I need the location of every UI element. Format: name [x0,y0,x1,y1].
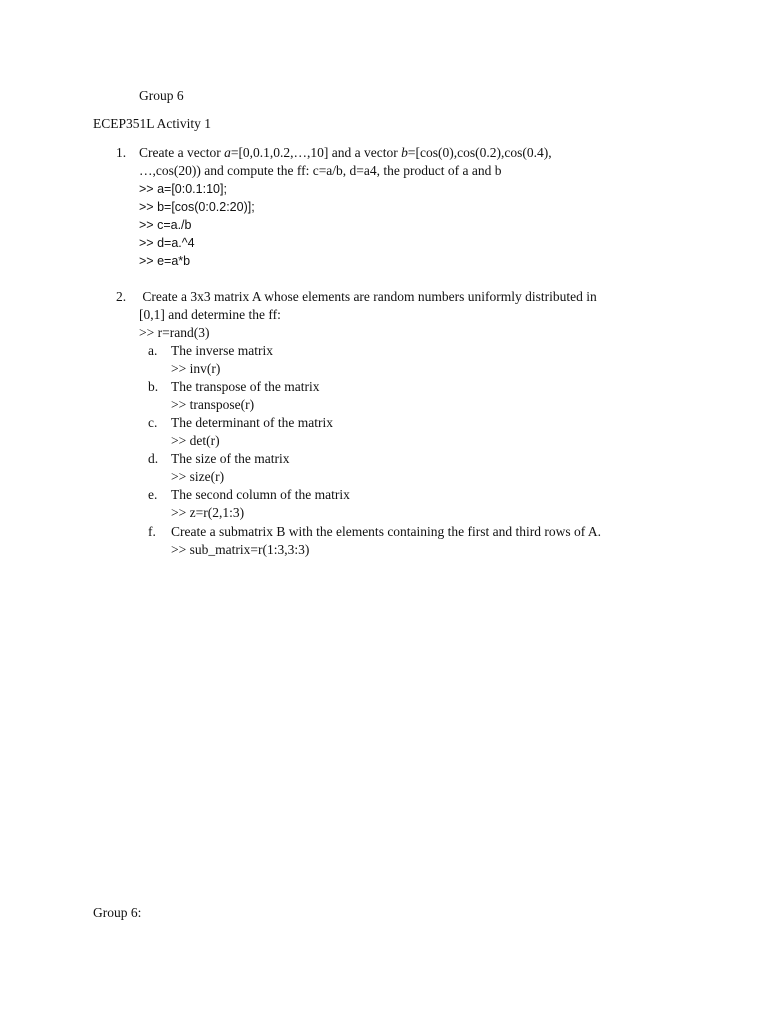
subitem-text: Create a submatrix B with the elements containing the first and third rows of A. [171,524,602,539]
item-1-command: >> c=a./b [139,218,192,232]
item-1-text-part-1: Create a vector [139,145,225,160]
group-heading: Group 6 [139,88,184,103]
item-1-text-line-2: …,cos(20)) and compute the ff: c=a/b, d=a4, the product of a and b [139,163,502,178]
subitem-letter: e. [148,487,158,502]
subitem-text: The inverse matrix [171,343,273,358]
item-2-number: 2. [116,289,127,304]
subitem-command: >> z=r(2,1:3) [171,505,245,520]
subitem-letter: c. [148,415,158,430]
subitem-command: >> det(r) [171,433,220,448]
subitem-command: >> sub_matrix=r(1:3,3:3) [171,542,310,557]
item-1-text-line-1 [139,144,552,162]
item-1-number: 1. [116,145,127,160]
activity-title: ECEP351L Activity 1 [93,116,211,131]
subitem-command: >> size(r) [171,469,225,484]
subitem-text: The transpose of the matrix [171,379,320,394]
item-1-command: >> d=a.^4 [139,236,195,250]
footer-group: Group 6: [93,905,142,920]
item-1-var-b: b [401,145,408,160]
item-1-command: >> a=[0:0.1:10]; [139,182,227,196]
subitem-command: >> inv(r) [171,361,221,376]
subitem-letter: a. [148,343,158,358]
subitem-letter: f. [148,524,156,539]
subitem-text: The second column of the matrix [171,487,350,502]
item-1-text-part-3: =[cos(0),cos(0.2),cos(0.4), [407,145,552,160]
subitem-text: The determinant of the matrix [171,415,333,430]
subitem-command: >> transpose(r) [171,397,255,412]
item-2-command: >> r=rand(3) [139,325,210,340]
item-1-var-a: a [224,145,231,160]
item-2-text-line-2: [0,1] and determine the ff: [139,307,281,322]
item-2-text-line-1: Create a 3x3 matrix A whose elements are random numbers uniformly distributed in [139,289,597,304]
subitem-letter: b. [148,379,159,394]
subitem-letter: d. [148,451,159,466]
item-1-command: >> e=a*b [139,254,191,268]
item-1-text-part-2: =[0,0.1,0.2,…,10] and a vector [230,145,402,160]
item-1-command: >> b=[cos(0:0.2:20)]; [139,200,255,214]
subitem-text: The size of the matrix [171,451,290,466]
